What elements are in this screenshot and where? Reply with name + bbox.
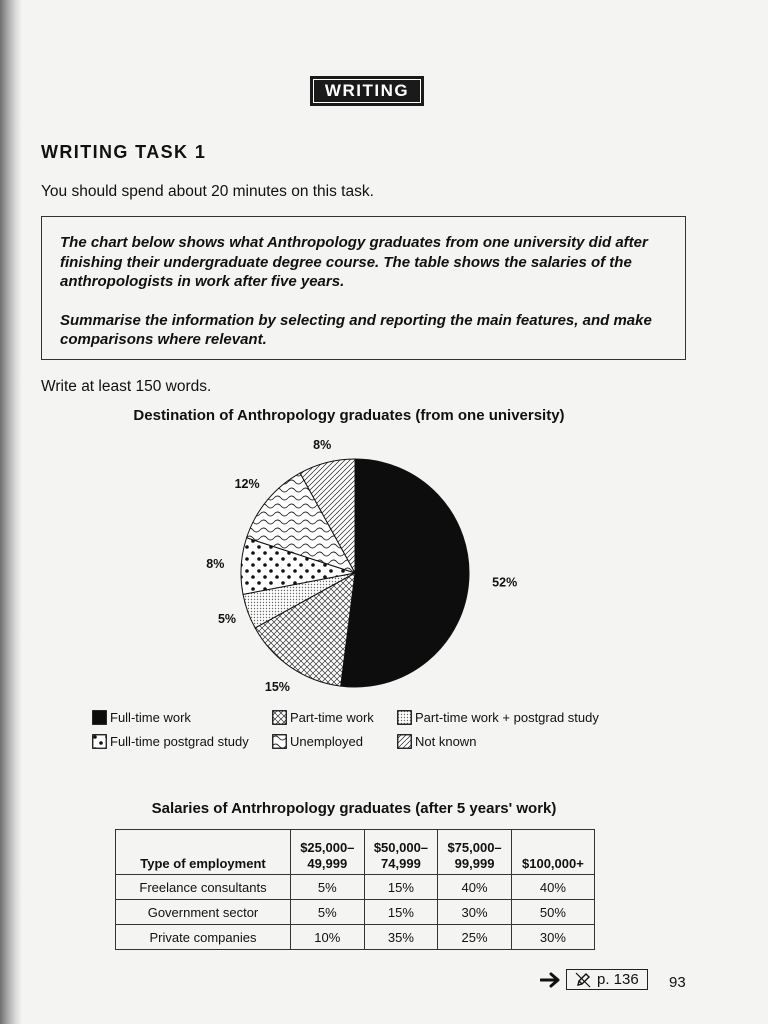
legend-swatch [397,710,412,725]
header-salary-band-1: $25,000– 49,999 [291,830,365,875]
header-salary-band-3: $75,000– 99,999 [438,830,512,875]
pencil-icon [575,972,591,988]
pie-slice-label: 52% [492,575,518,590]
table-header-row [116,830,595,875]
table-cell: 40% [511,875,594,900]
pie-slice-label: 12% [234,476,260,491]
table-cell: 35% [364,925,438,950]
table-cell: 5% [291,900,365,925]
header-salary-band-4: $100,000+ [511,830,594,875]
pie-slice-label: 8% [206,557,225,572]
table-cell: Government sector [116,900,291,925]
salaries-table [115,829,595,950]
legend-swatch [92,734,107,749]
table-cell: 5% [291,875,365,900]
header-type-of-employment: Type of employment [116,830,291,875]
legend-item-full-time-work [92,710,191,725]
section-banner: WRITING [310,76,424,106]
legend-item-unemployed [272,734,363,749]
legend-label: Part-time work [290,710,374,725]
legend-item-not-known [397,734,476,749]
chart-title: Destination of Anthropology graduates (from one university) [133,407,565,424]
table-cell: Private companies [116,925,291,950]
legend-swatch [92,710,107,725]
table-cell: 30% [438,900,512,925]
legend-label: Part-time work + postgrad study [415,710,599,725]
table-row [116,925,595,950]
table-row [116,900,595,925]
page-number: 93 [669,974,686,991]
table-title: Salaries of Antrhropology graduates (after 5 years' work) [151,800,557,817]
legend-item-part-time-work-postgrad-study [397,710,599,725]
page-reference-text: p. 136 [597,971,639,988]
page-reference-box [566,969,648,990]
table-cell: 15% [364,875,438,900]
header-salary-band-2: $50,000– 74,999 [364,830,438,875]
prompt-paragraph-2: Summarise the information by selecting and reporting the main features, and make comparisons where relevant. [60,311,652,348]
pie-slice-full-time-work [341,459,469,687]
prompt-paragraph-1: The chart below shows what Anthropology graduates from one university did after finishing their undergraduate degree course. The table shows the salaries of the anthropologists in work after five years. [60,234,648,290]
table-cell: Freelance consultants [116,875,291,900]
task-prompt-box [41,216,686,360]
pie-chart [190,430,550,700]
legend-item-full-time-postgrad-study [92,734,249,749]
pie-slices [241,459,469,687]
legend-swatch [272,734,287,749]
legend-label: Full-time postgrad study [110,734,249,749]
task-title: WRITING TASK 1 [41,142,207,162]
minimum-words-instruction: Write at least 150 words. [41,378,212,395]
book-spine-shadow [0,0,22,1024]
legend-label: Unemployed [290,734,363,749]
legend-item-part-time-work [272,710,374,725]
legend-swatch [272,710,287,725]
table-cell: 30% [511,925,594,950]
table-cell: 40% [438,875,512,900]
legend-label: Not known [415,734,477,749]
table-cell: 15% [364,900,438,925]
legend-label: Full-time work [110,710,191,725]
pie-slice-label: 5% [217,612,237,627]
pie-chart-svg [190,430,550,700]
table-cell: 10% [291,925,365,950]
page-reference [540,969,648,990]
pie-slice-label: 15% [264,680,290,695]
arrow-right-icon [540,972,562,988]
pie-slice-label: 8% [313,438,332,453]
table-row [116,875,595,900]
table-cell: 50% [511,900,594,925]
table-cell: 25% [438,925,512,950]
task-instruction: You should spend about 20 minutes on this task. [41,183,374,200]
legend-swatch [397,734,412,749]
